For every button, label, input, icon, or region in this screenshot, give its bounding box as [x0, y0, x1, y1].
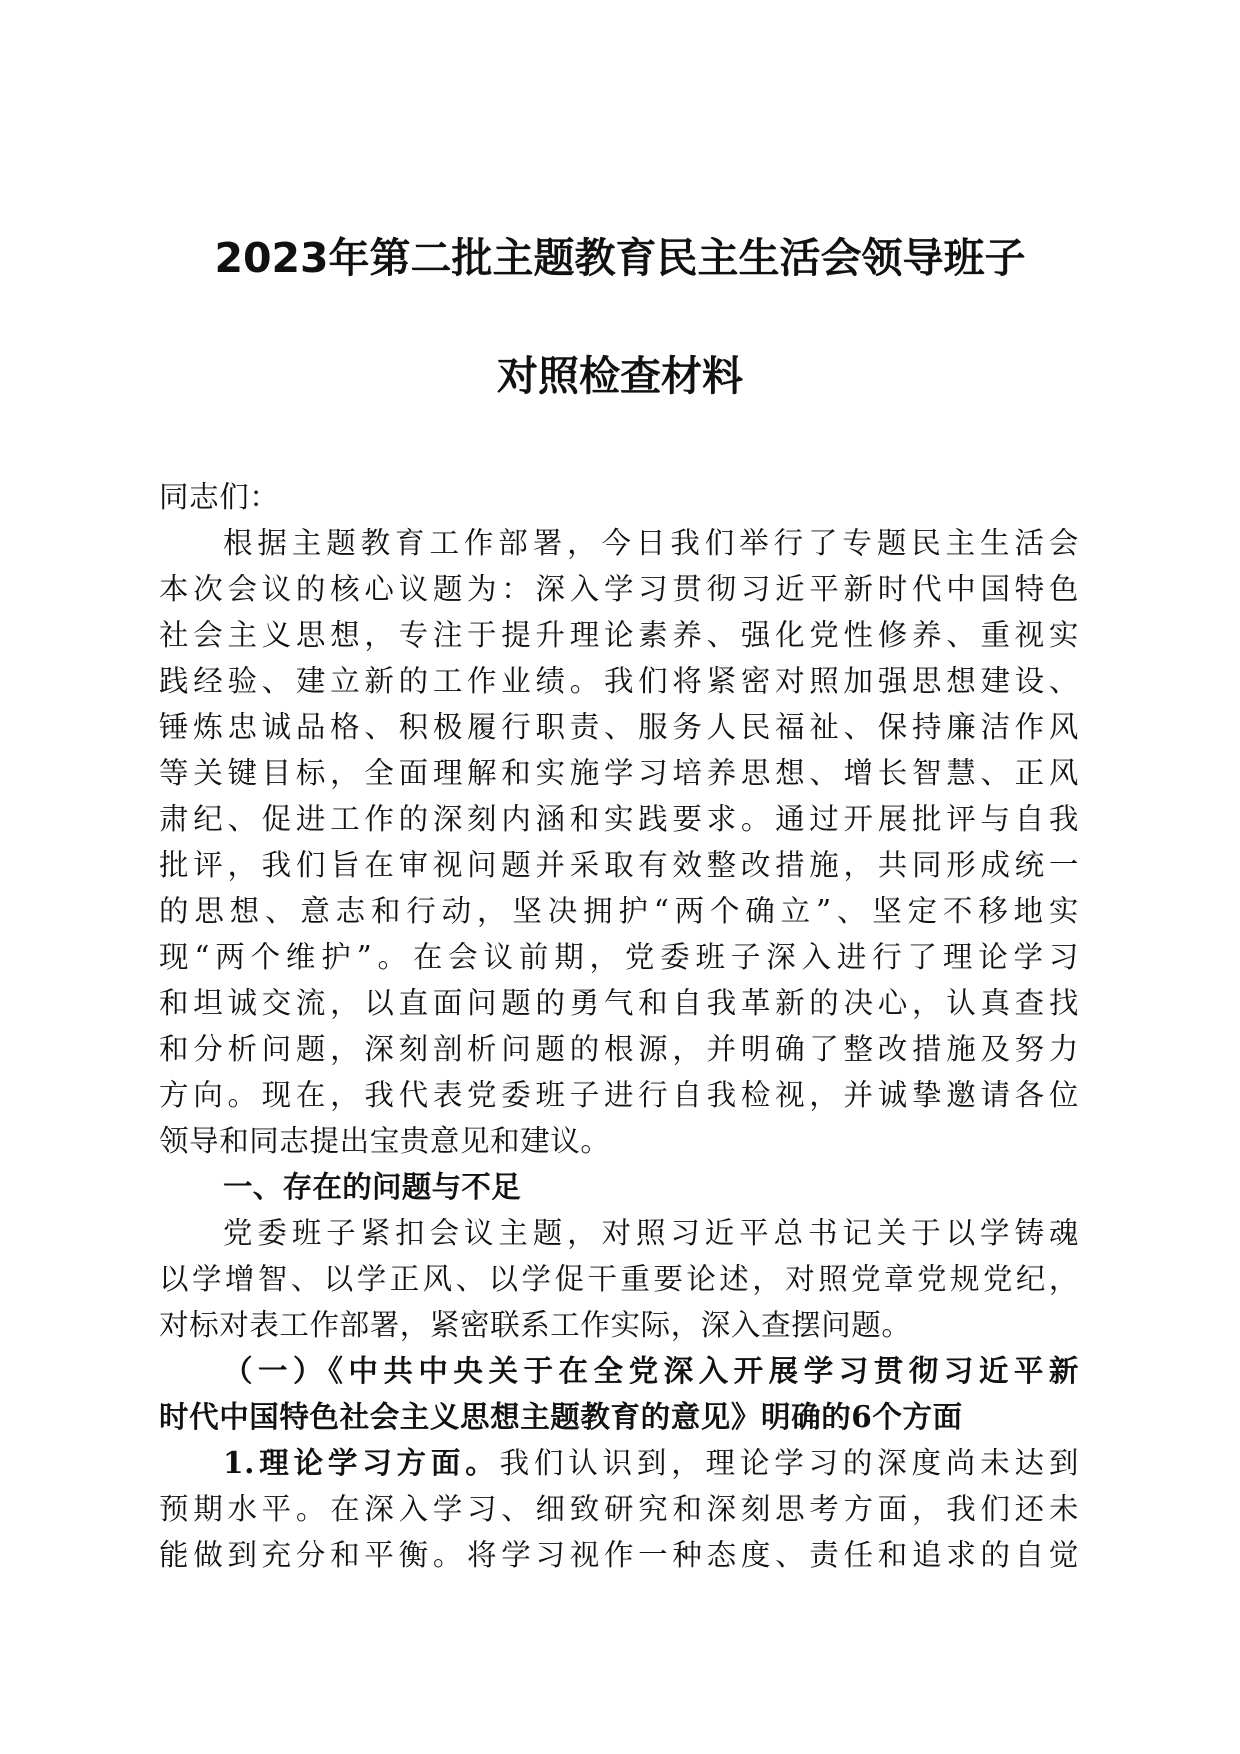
- paragraph-line: 以学增智、以学正风、以学促干重要论述，对照党章党规党纪，: [159, 1262, 1079, 1296]
- paragraph-line: 和坦诚交流，以直面问题的勇气和自我革新的决心，认真查找: [159, 986, 1079, 1020]
- paragraph-line: 根据主题教育工作部署，今日我们举行了专题民主生活会: [223, 526, 1079, 560]
- intro-paragraph: [159, 520, 1079, 1164]
- subsection-heading-line: （一）《中共中央关于在全党深入开展学习贯彻习近平新: [223, 1353, 1079, 1388]
- point-first-line: [159, 1440, 1079, 1486]
- salutation: 同志们：: [159, 480, 280, 514]
- subsection-heading-line: 时代中国特色社会主义思想主题教育的意见》明确的6个方面: [159, 1399, 963, 1434]
- paragraph-line: 践经验、建立新的工作业绩。我们将紧密对照加强思想建设、: [159, 664, 1079, 698]
- paragraph-line: 能做到充分和平衡。将学习视作一种态度、责任和追求的自觉: [159, 1538, 1079, 1572]
- paragraph-line: 的思想、意志和行动，坚决拥护“两个确立”、坚定不移地实: [159, 894, 1079, 928]
- paragraph-line: 等关键目标，全面理解和实施学习培养思想、增长智慧、正风: [159, 756, 1079, 790]
- point-lead: 1.理论学习方面。: [223, 1445, 500, 1480]
- document-body: [159, 474, 1079, 1578]
- paragraph-line: 对标对表工作部署，紧密联系工作实际，深入查摆问题。: [159, 1308, 912, 1342]
- paragraph-line: 社会主义思想，专注于提升理论素养、强化党性修养、重视实: [159, 618, 1079, 652]
- paragraph-line: 现“两个维护”。在会议前期，党委班子深入进行了理论学习: [159, 940, 1079, 974]
- paragraph-line: 党委班子紧扣会议主题，对照习近平总书记关于以学铸魂: [223, 1216, 1079, 1250]
- point-first-rest: 我们认识到，理论学习的深度尚未达到: [499, 1446, 1079, 1480]
- paragraph-line: 批评，我们旨在审视问题并采取有效整改措施，共同形成统一: [159, 848, 1079, 882]
- section-heading: 一、存在的问题与不足: [223, 1170, 522, 1204]
- paragraph-line: 肃纪、促进工作的深刻内涵和实践要求。通过开展批评与自我: [159, 802, 1079, 836]
- paragraph-line: 和分析问题，深刻剖析问题的根源，并明确了整改措施及努力: [159, 1032, 1079, 1066]
- section-paragraph: [159, 1210, 1079, 1348]
- point-paragraph: [159, 1440, 1079, 1578]
- document-title-line-2: 对照检查材料: [497, 352, 743, 400]
- paragraph-line: 本次会议的核心议题为：深入学习贯彻习近平新时代中国特色: [159, 572, 1079, 606]
- subsection-heading: [159, 1348, 1079, 1440]
- document-title-line-1: 2023年第二批主题教育民主生活会领导班子: [214, 234, 1026, 282]
- paragraph-line: 方向。现在，我代表党委班子进行自我检视，并诚挚邀请各位: [159, 1078, 1079, 1112]
- paragraph-line: 预期水平。在深入学习、细致研究和深刻思考方面，我们还未: [159, 1492, 1079, 1526]
- paragraph-line: 领导和同志提出宝贵意见和建议。: [159, 1124, 611, 1158]
- paragraph-line: 锤炼忠诚品格、积极履行职责、服务人民福祉、保持廉洁作风: [159, 710, 1079, 744]
